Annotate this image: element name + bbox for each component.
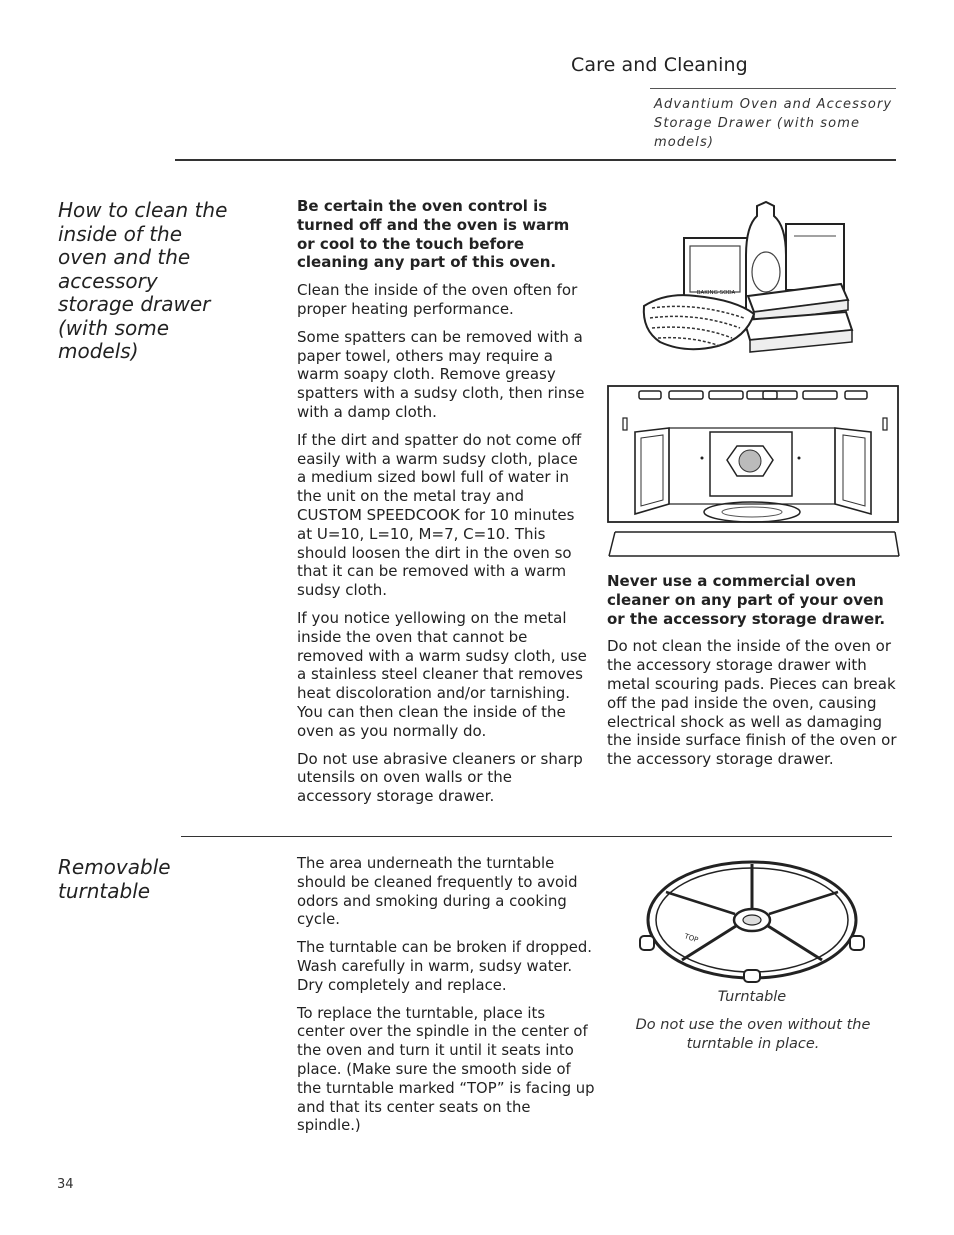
turntable-caption: Turntable <box>717 989 787 1005</box>
text-column-turntable <box>297 855 595 1145</box>
header-divider <box>650 88 896 89</box>
paragraph: If you notice yellowing on the metal inside the oven that cannot be removed with a warm sudsy cloth, use a stainless steel cleaner that removes heat discoloration and/or tarnishing. You can then clean the inside of the oven as you normally do. <box>297 608 587 740</box>
paragraph: The area underneath the turntable should be cleaned frequently to avoid odors and smoking during a cooking cycle. <box>297 855 578 929</box>
paragraph: To replace the turntable, place its center over the spindle in the center of the oven and turn it until it seats into place. (Make sure the smooth side of the turntable marked “TOP” is facing up and that its center seats on the spindle.) <box>297 1004 595 1135</box>
top-divider <box>175 159 896 161</box>
turntable-note: Do not use the oven without the turntable in place. <box>635 1017 871 1052</box>
paragraph: If the dirt and spatter do not come off easily with a warm sudsy cloth, place a medium sized bowl full of water in the unit on the metal tray and CUSTOM SPEEDCOOK for 10 minutes at U=10, L=10, M=7, C=10. This should loosen the dirt in the oven so that it can be removed with a warm sudsy cloth. <box>297 430 582 600</box>
section-divider <box>181 836 892 837</box>
section-heading-removable-turntable: Removable turntable <box>58 855 171 903</box>
text-column-right <box>607 572 899 778</box>
paragraph: Clean the inside of the oven often for proper heating performance. <box>297 281 578 318</box>
page-number: 34 <box>57 1177 74 1192</box>
text-column-left <box>297 197 589 815</box>
paragraph: Some spatters can be removed with a paper towel, others may require a warm soapy cloth. Remove greasy spatters with a sudsy cloth, then rinse with a damp cloth. <box>297 327 585 421</box>
section-heading-clean-inside: How to clean the inside of the oven and the accessory storage drawer (with some models) <box>58 198 228 363</box>
cleaning-supplies-illustration <box>636 196 858 356</box>
oven-cleaner-warning: Never use a commercial oven cleaner on any part of your oven or the accessory storage drawer. <box>607 572 886 628</box>
section-subtitle: Advantium Oven and Accessory Storage Drawer (with some models) <box>654 97 893 150</box>
baking-soda-label: BAKING SODA <box>696 290 736 296</box>
paragraph: The turntable can be broken if dropped. Wash carefully in warm, sudsy water. Dry completely and replace. <box>297 939 592 994</box>
turntable-illustration <box>638 856 866 986</box>
oven-interior-illustration <box>605 384 901 560</box>
paragraph: Do not clean the inside of the oven or the accessory storage drawer with metal scouring pads. Pieces can break off the pad inside the oven, causing electrical shock as well as damaging the inside surface finish of the oven or the accessory storage drawer. <box>607 637 897 769</box>
section-title: Care and Cleaning <box>571 54 748 76</box>
turntable-top-mark: TOP <box>683 932 700 945</box>
paragraph: Do not use abrasive cleaners or sharp utensils on oven walls or the accessory storage drawer. <box>297 749 583 806</box>
safety-warning: Be certain the oven control is turned off and the oven is warm or cool to the touch before cleaning any part of this oven. <box>297 197 570 272</box>
